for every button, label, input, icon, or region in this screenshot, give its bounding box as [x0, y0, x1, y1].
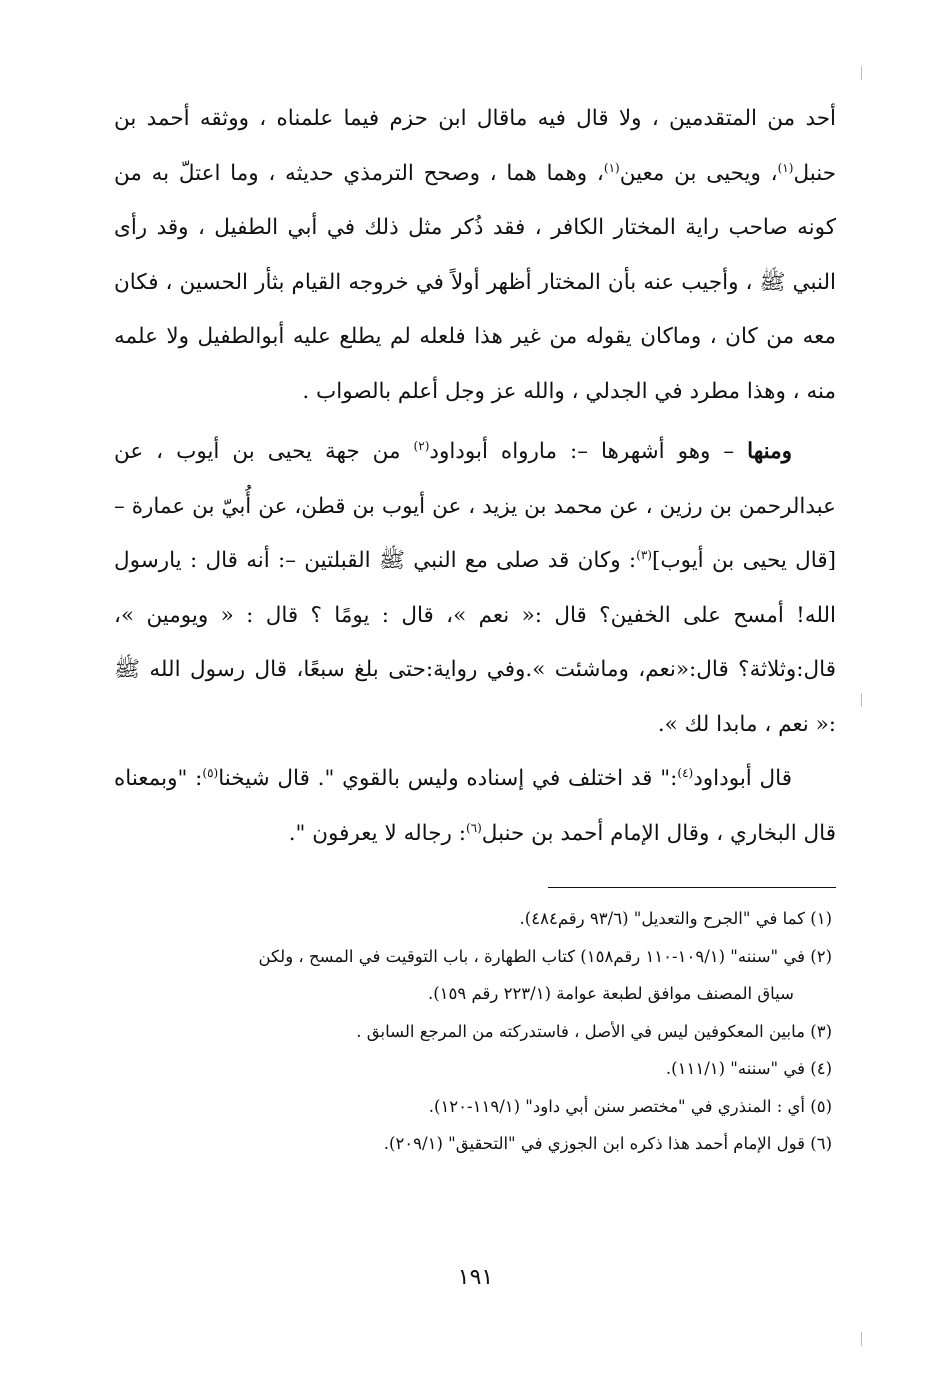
footnote-2-continued: سياق المصنف موافق لطبعة عوامة (٢٢٣/١ رقم ١٥٩). — [427, 984, 794, 1003]
footnote-5: (٥) أي : المنذري في "مختصر سنن أبي داود" (١١٩/١-١٢٠). — [428, 1096, 832, 1116]
book-page — [114, 92, 836, 1163]
footnote-3: (٣) مابين المعكوفين ليس في الأصل ، فاستدركته من المرجع السابق . — [356, 1021, 832, 1041]
footnote-ref-2[interactable]: (٢) — [413, 438, 430, 453]
footnote-ref-6[interactable]: (٦) — [465, 820, 482, 835]
main-text — [114, 92, 836, 861]
paragraph-lead: ومنها — [747, 439, 792, 464]
footnote-2: (٢) في "سننه" (١٠٩/١-١١٠ رقم١٥٨) كتاب الطهارة ، باب التوقيت في المسح ، ولكن — [258, 946, 832, 966]
page-number: ١٩١ — [457, 1265, 494, 1290]
footnote-ref-4[interactable]: (٤) — [677, 765, 694, 780]
footnote-6: (٦) قول الإمام أحمد هذا ذكره ابن الجوزي في "التحقيق" (٢٠٩/١). — [383, 1134, 832, 1153]
footnote-1: (١) كما في "الجرح والتعديل" (٩٣/٦ رقم٤٨٤). — [519, 909, 832, 928]
paragraph-2: ومنها – وهو أشهرها –: مارواه أبوداود$^{(٢)}$ من جهة يحيى بن أيوب ، عن عبدالرحمن بن رزين ، عن محمد بن يزيد ، عن أيوب بن قطن، عن أُبيّ بن عمارة –[قال يحيى بن أيوب]$^{(٣)}$: وكان قد صلى مع النبي ﷺ القبلتين –: أنه قال : يارسول الله! أمسح على الخفين؟ قال :« نعم »، قال : يومًا ؟ قال : « ويومين »، قال:وثلاثة؟ قال:«نعم، وماشئت ».وفي رواية:حتى بلغ سبعًا، قال رسول الله ﷺ :« نعم ، مابدا لك ». — [114, 438, 836, 737]
footnote-ref-3[interactable]: (٣) — [636, 547, 652, 562]
edge-mark-bottom — [861, 1332, 862, 1346]
footnote-ref-5[interactable]: (٥) — [202, 765, 219, 780]
footnote-4: (٤) في "سننه" (١١١/١). — [665, 1059, 832, 1078]
edge-mark-top — [861, 66, 862, 80]
paragraph-1: أحد من المتقدمين ، ولا قال فيه ماقال ابن حزم فيما علمناه ، ووثقه أحمد بن حنبل$^{(١)}$، ويحيى بن معين$^{(١)}$، وهما هما ، وصحح الترمذي حديثه ، وما اعتلّ به من كونه صاحب راية المختار الكافر ، فقد ذُكر مثل ذلك في أبي الطفيل ، وقد رأى النبي ﷺ ، وأجيب عنه بأن المختار أظهر أولاً في خروجه القيام بثأر الحسين ، فكان معه من كان ، وماكان يقوله من غير هذا فلعله لم يطلع عليه أبوالطفيل ولا علمه منه ، وهذا مطرد في الجدلي ، والله عز وجل أعلم بالصواب . — [114, 106, 836, 404]
footnotes — [114, 900, 836, 1163]
edge-mark-middle — [861, 693, 862, 707]
footnote-separator — [548, 887, 836, 888]
footnote-ref-1b[interactable]: (١) — [603, 160, 620, 175]
footnote-ref-1[interactable]: (١) — [777, 160, 794, 175]
paragraph-3: قال أبوداود$^{(٤)}$:" قد اختلف في إسناده وليس بالقوي ". قال شيخنا$^{(٥)}$: "وبمعناه قال البخاري ، وقال الإمام أحمد بن حنبل$^{(٦)}$: رجاله لا يعرفون ". — [114, 765, 836, 846]
